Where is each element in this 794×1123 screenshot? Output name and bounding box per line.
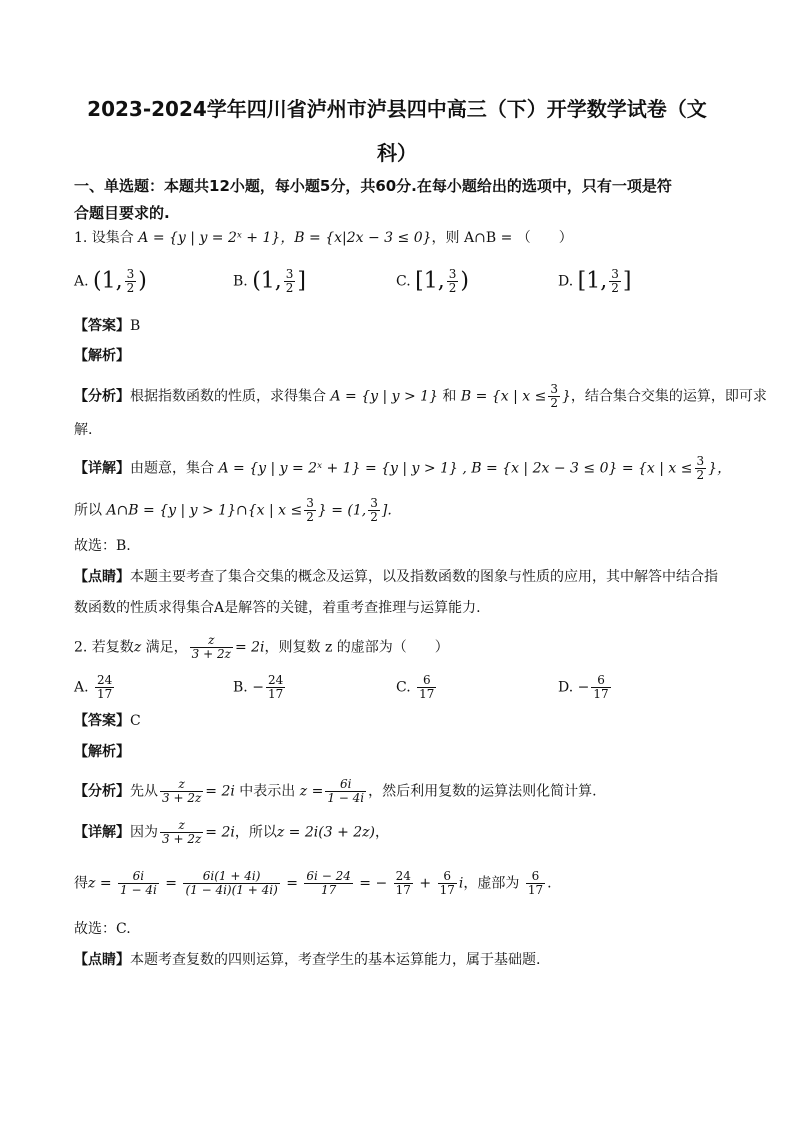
q2-dianjing bbox=[74, 950, 540, 970]
denominator: 17 bbox=[395, 883, 411, 897]
q1-option-a-right: ) bbox=[138, 268, 147, 294]
q2-option-c-label: C. bbox=[396, 679, 411, 696]
numerator: 3 bbox=[696, 454, 705, 468]
de-label: 得 bbox=[74, 875, 88, 892]
q1-option-a-label: A. bbox=[74, 273, 89, 290]
fenxi-text-1: 先从 bbox=[130, 783, 158, 800]
q2-option-a-fraction bbox=[95, 674, 114, 701]
xubu-fraction bbox=[526, 870, 545, 897]
fenxi-close: } bbox=[561, 388, 571, 405]
q1-option-a-left: (1, bbox=[93, 268, 123, 294]
q1-option-d-label: D. bbox=[558, 273, 574, 290]
fenxi-fraction bbox=[548, 383, 560, 410]
denominator: 17 bbox=[320, 883, 337, 897]
question-2-stem bbox=[74, 634, 449, 661]
page-title-line-1: 2023-2024学年四川省泸州市泸县四中高三（下）开学数学试卷（文 bbox=[87, 97, 707, 121]
fenxi-eq: = 2i bbox=[205, 783, 235, 800]
q1-answer bbox=[74, 316, 140, 336]
step-3-fraction bbox=[304, 870, 352, 897]
section-header-line-1: 一、单选题：本题共12小题，每小题5分，共60分.在每小题给出的选项中，只有一项是符 bbox=[74, 177, 672, 195]
numerator: 3 bbox=[611, 267, 619, 281]
denominator: 3 + 2z bbox=[162, 791, 202, 805]
xiangjie-close-1: }， bbox=[708, 460, 732, 477]
q2-z: z bbox=[133, 639, 142, 656]
q2-option-b-sign: − bbox=[252, 679, 264, 696]
q2-prefix: 2. 若复数 bbox=[74, 639, 134, 656]
fenxi-text-3: ，然后利用复数的运算法则化简计算. bbox=[368, 783, 597, 800]
xiangjie-eq: = 2i bbox=[205, 824, 235, 841]
xiangjie-fraction-2b bbox=[368, 497, 380, 524]
xiangjie-comma: ， bbox=[375, 824, 389, 841]
xiangjie-close-2: ]. bbox=[381, 502, 392, 519]
fenxi-z: z = bbox=[299, 783, 324, 800]
q1-set-a: A = {y | y = 2ˣ + 1} bbox=[138, 230, 281, 246]
imag-unit: i bbox=[458, 875, 464, 892]
q1-option-d-right: ] bbox=[622, 268, 632, 294]
xubu-text: ，虚部为 bbox=[463, 875, 520, 892]
page-title-line-2: 科） bbox=[377, 141, 417, 165]
xiangjie-fraction bbox=[160, 819, 203, 846]
q1-fenxi bbox=[74, 383, 767, 410]
answer-tag: 【答案】 bbox=[74, 713, 130, 729]
denominator: 17 bbox=[593, 687, 609, 701]
q1-option-a bbox=[74, 268, 147, 295]
q2-option-c-fraction bbox=[417, 674, 436, 701]
fenxi-text-1: 根据指数函数的性质，求得集合 bbox=[130, 388, 326, 405]
step-1-fraction bbox=[118, 870, 159, 897]
analysis-tag: 【解析】 bbox=[74, 348, 130, 364]
q2-guxuan: 故选：C. bbox=[74, 921, 131, 937]
numerator: 24 bbox=[395, 869, 411, 883]
denominator: 3 + 2z bbox=[191, 647, 231, 661]
fenxi-text-2: ，结合集合交集的运算，即可求 bbox=[570, 388, 767, 405]
xiangjie-fraction-1 bbox=[695, 455, 707, 482]
q1-analysis-tag bbox=[74, 346, 130, 366]
dianjing-text-1: 本题主要考查了集合交集的概念及运算，以及指数函数的图象与性质的应用，其中解答中结合指 bbox=[130, 569, 718, 585]
q2-fenxi bbox=[74, 778, 597, 805]
xiangjie-expr-2: A∩B = {y | y > 1}∩{x | x ≤ bbox=[106, 502, 303, 519]
xiangjie-text-2: ，所以 bbox=[234, 824, 277, 841]
denominator: 17 bbox=[419, 687, 435, 701]
numerator: 3 bbox=[550, 382, 558, 396]
q1-option-d bbox=[558, 268, 631, 295]
q2-answer bbox=[74, 711, 141, 731]
q1-xiangjie-1 bbox=[74, 455, 731, 482]
q1-dianjing-1 bbox=[74, 567, 718, 587]
fenxi-set-a: A = {y | y > 1} bbox=[330, 388, 438, 405]
q1-option-b-left: (1, bbox=[252, 268, 282, 294]
q2-manzu: 满足， bbox=[141, 639, 188, 656]
xiangjie-fraction-2a bbox=[304, 497, 316, 524]
q2-option-d-sign: − bbox=[577, 679, 590, 696]
numerator: 6i(1 + 4i) bbox=[183, 870, 279, 884]
denominator: 17 bbox=[97, 687, 113, 701]
dianjing-tag: 【点睛】 bbox=[74, 569, 130, 585]
denominator: 2 bbox=[370, 510, 378, 524]
q2-fraction bbox=[190, 634, 233, 661]
q2-ask: ，则复数 z 的虚部为（ ） bbox=[264, 639, 449, 656]
denominator: (1 − 4i)(1 + 4i) bbox=[185, 883, 278, 897]
step-5-fraction bbox=[438, 870, 457, 897]
numerator: z bbox=[190, 634, 233, 648]
q2-option-d-label: D. bbox=[558, 679, 574, 696]
numerator: z bbox=[160, 778, 203, 792]
numerator: 6 bbox=[526, 870, 545, 884]
q1-option-d-fraction bbox=[609, 268, 621, 295]
q1-xiangjie-2 bbox=[74, 497, 392, 524]
q1-option-c-left: [1, bbox=[415, 268, 445, 294]
q1-guxuan: 故选：B. bbox=[74, 538, 131, 554]
fenxi-tag: 【分析】 bbox=[74, 783, 130, 800]
numerator: 3 bbox=[306, 496, 314, 510]
minus-sign: = − bbox=[359, 875, 388, 892]
question-1-stem bbox=[74, 228, 573, 248]
eq-sign-2: = bbox=[286, 875, 298, 892]
q2-analysis-tag bbox=[74, 742, 130, 762]
q1-option-c-right: ) bbox=[460, 268, 469, 294]
q1-option-b-fraction bbox=[284, 268, 296, 295]
denominator: 17 bbox=[439, 883, 455, 897]
q1-option-a-fraction bbox=[125, 268, 137, 295]
plus-sign: + bbox=[419, 875, 432, 892]
denominator: 2 bbox=[550, 396, 558, 410]
q1-set-b: ，B = {x|2x − 3 ≤ 0} bbox=[280, 230, 432, 246]
denominator: 2 bbox=[306, 510, 314, 524]
q1-prefix: 1. 设集合 bbox=[74, 230, 134, 246]
step-4-fraction bbox=[394, 870, 413, 897]
fenxi-he: 和 bbox=[437, 388, 461, 405]
numerator: 3 bbox=[126, 267, 135, 281]
dianjing-text: 本题考查复数的四则运算，考查学生的基本运算能力，属于基础题. bbox=[130, 952, 541, 968]
q2-option-a bbox=[74, 674, 116, 701]
q2-eq: = 2i bbox=[234, 639, 265, 656]
answer-tag: 【答案】 bbox=[74, 318, 130, 334]
q2-option-a-label: A. bbox=[74, 679, 89, 696]
fenxi-fraction-2 bbox=[325, 778, 366, 805]
fenxi-set-b: B = {x | x ≤ bbox=[460, 388, 547, 405]
numerator: 6 bbox=[591, 674, 610, 688]
denominator: 2 bbox=[448, 281, 457, 295]
q2-option-b-label: B. bbox=[233, 679, 248, 696]
numerator: 6i bbox=[325, 778, 366, 792]
q1-ask: ，则 A∩B = （ ） bbox=[431, 230, 573, 246]
numerator: 24 bbox=[97, 673, 113, 687]
q1-fenxi-cont: 解. bbox=[74, 422, 93, 438]
denominator: 3 + 2z bbox=[162, 832, 202, 846]
q2-option-b bbox=[233, 674, 287, 701]
dianjing-tag: 【点睛】 bbox=[74, 952, 130, 968]
q2-option-b-fraction bbox=[266, 674, 285, 701]
xiangjie-tag: 【详解】 bbox=[74, 824, 130, 841]
q1-option-c-fraction bbox=[447, 268, 459, 295]
denominator: 2 bbox=[611, 281, 619, 295]
q1-option-b-label: B. bbox=[233, 273, 248, 290]
step-2-fraction bbox=[183, 870, 279, 897]
fenxi-text-2: 中表示出 bbox=[234, 783, 300, 800]
denominator: 2 bbox=[126, 281, 135, 295]
denominator: 1 − 4i bbox=[120, 883, 157, 897]
analysis-tag: 【解析】 bbox=[74, 744, 130, 760]
denominator: 17 bbox=[267, 687, 284, 701]
numerator: 6 bbox=[438, 870, 457, 884]
q1-dianjing-2: 数函数的性质求得集合A是解答的关键，着重考查推理与运算能力. bbox=[74, 600, 481, 616]
xiangjie-tag: 【详解】 bbox=[74, 460, 130, 477]
denominator: 1 − 4i bbox=[327, 791, 365, 805]
numerator: 6 bbox=[417, 674, 436, 688]
numerator: 6i bbox=[118, 870, 159, 884]
period: . bbox=[547, 875, 552, 892]
xiangjie-text-1: 由题意，集合 bbox=[130, 460, 214, 477]
answer-value: C bbox=[130, 713, 141, 729]
eq-sign-1: = bbox=[165, 875, 177, 892]
denominator: 2 bbox=[696, 468, 705, 482]
q2-option-d bbox=[558, 674, 613, 701]
q2-xiangjie-1 bbox=[74, 819, 389, 846]
xiangjie-text-2: 所以 bbox=[74, 502, 102, 519]
q1-option-d-left: [1, bbox=[577, 268, 608, 294]
numerator: 24 bbox=[267, 673, 284, 687]
de-z: z = bbox=[88, 875, 112, 892]
numerator: 6i − 24 bbox=[306, 869, 351, 883]
q1-option-c-label: C. bbox=[396, 273, 411, 290]
fenxi-fraction-1 bbox=[160, 778, 203, 805]
q2-option-c bbox=[396, 674, 438, 701]
numerator: 3 bbox=[285, 267, 294, 281]
denominator: 17 bbox=[527, 883, 544, 897]
fenxi-tag: 【分析】 bbox=[74, 388, 130, 405]
q1-option-b bbox=[233, 268, 306, 295]
q1-option-c bbox=[396, 268, 469, 295]
numerator: z bbox=[160, 819, 203, 833]
answer-value: B bbox=[130, 318, 141, 334]
xiangjie-expr-1: A = {y | y = 2ˣ + 1} = {y | y > 1} , B = {x | 2x − 3 ≤ 0} = {x | x ≤ bbox=[218, 460, 693, 477]
q2-derivation bbox=[74, 870, 552, 897]
numerator: 3 bbox=[370, 496, 378, 510]
xiangjie-expr: z = 2i(3 + 2z) bbox=[276, 824, 375, 841]
q2-option-d-fraction bbox=[591, 674, 610, 701]
xiangjie-mid-2: } = (1, bbox=[317, 502, 367, 519]
q1-option-b-right: ] bbox=[297, 268, 307, 294]
xiangjie-text-1: 因为 bbox=[130, 824, 158, 841]
denominator: 2 bbox=[285, 281, 294, 295]
numerator: 3 bbox=[448, 267, 457, 281]
section-header-line-2: 合题目要求的. bbox=[74, 204, 170, 222]
